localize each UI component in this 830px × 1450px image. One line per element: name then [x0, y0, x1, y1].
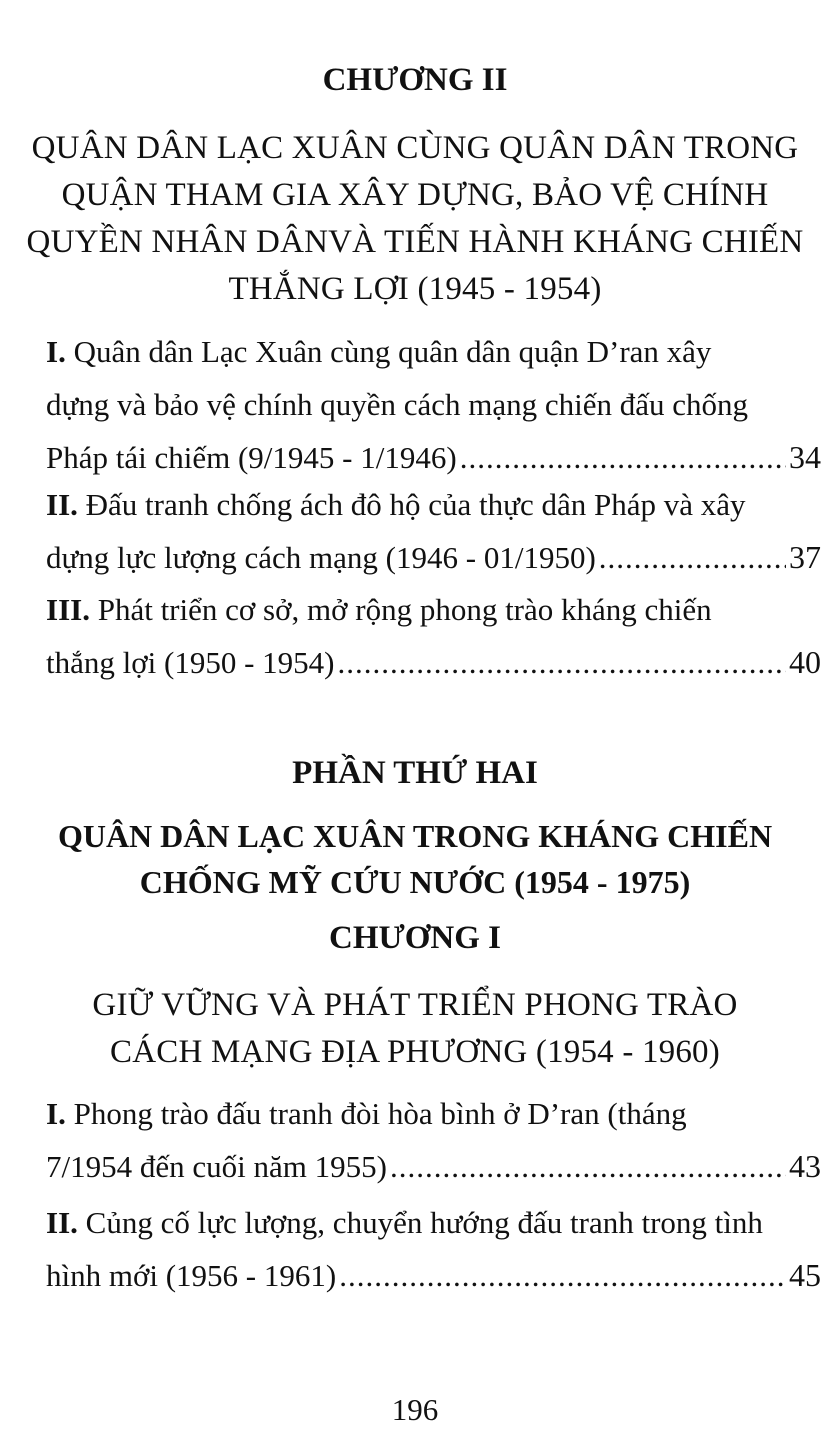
toc-entry-last-line	[46, 531, 821, 584]
toc-entry-number: II.	[46, 1205, 78, 1240]
toc-page-number: 43	[789, 1148, 821, 1184]
toc-entry-number: I.	[46, 1096, 66, 1131]
part-2-title-line: QUÂN DÂN LẠC XUÂN TRONG KHÁNG CHIẾN	[57, 818, 773, 854]
toc-entry-ch2-1[interactable]	[46, 325, 821, 484]
dot-leader	[599, 531, 786, 584]
toc-entry-line	[46, 583, 821, 636]
toc-entry-ch1-2[interactable]	[46, 1196, 821, 1302]
part-2-title-line: CHỐNG MỸ CỨU NƯỚC (1954 - 1975)	[139, 864, 691, 900]
page-number: 196	[391, 1392, 439, 1427]
toc-entry-line	[46, 325, 821, 378]
part-2-heading: PHẦN THỨ HAI	[292, 755, 538, 791]
toc-entry-number: II.	[46, 487, 78, 522]
chapter-2-title-line: QUYỀN NHÂN DÂNVÀ TIẾN HÀNH KHÁNG CHIẾN	[26, 224, 804, 260]
chapter-2-title	[0, 125, 830, 313]
toc-entry-line: 7/1954 đến cuối năm 1955)	[46, 1149, 387, 1184]
toc-entry-line: thắng lợi (1950 - 1954)	[46, 645, 335, 680]
toc-entry-line: Pháp tái chiếm (9/1945 - 1/1946)	[46, 440, 457, 475]
toc-page-number: 34	[789, 439, 821, 475]
dot-leader	[337, 636, 786, 689]
toc-entry-ch2-3[interactable]	[46, 583, 821, 689]
toc-entry-last-line	[46, 1140, 821, 1193]
toc-entry-line	[46, 1196, 821, 1249]
toc-entry-ch2-2[interactable]	[46, 478, 821, 584]
toc-entry-ch1-1[interactable]	[46, 1087, 821, 1193]
toc-page-number: 37	[789, 539, 821, 575]
toc-entry-text: Đấu tranh chống ách đô hộ của thực dân Pháp và xây	[77, 487, 746, 522]
chapter-2-title-line: THẮNG LỢI (1945 - 1954)	[228, 271, 602, 307]
toc-page-number: 40	[789, 644, 821, 680]
chapter-2-title-line: QUÂN DÂN LẠC XUÂN CÙNG QUÂN DÂN TRONG	[31, 130, 799, 166]
dot-leader	[390, 1140, 786, 1193]
chapter-1-title	[0, 982, 830, 1076]
toc-entry-text: Phát triển cơ sở, mở rộng phong trào kháng chiến	[89, 592, 712, 627]
chapter-1-heading: CHƯƠNG I	[328, 920, 502, 956]
toc-entry-last-line	[46, 636, 821, 689]
toc-entry-line: dựng và bảo vệ chính quyền cách mạng chiến đấu chống	[46, 387, 749, 422]
chapter-1-title-line: CÁCH MẠNG ĐỊA PHƯƠNG (1954 - 1960)	[110, 1034, 720, 1070]
chapter-1-title-line: GIỮ VỮNG VÀ PHÁT TRIỂN PHONG TRÀO	[92, 987, 738, 1023]
dot-leader	[460, 431, 786, 484]
dot-leader	[339, 1249, 786, 1302]
toc-entry-number: III.	[46, 592, 90, 627]
toc-entry-text: Củng cố lực lượng, chuyển hướng đấu tranh trong tình	[77, 1205, 763, 1240]
toc-entry-line: dựng lực lượng cách mạng (1946 - 01/1950)	[46, 540, 596, 575]
chapter-2-heading: CHƯƠNG II	[322, 62, 508, 98]
toc-page-number: 45	[789, 1257, 821, 1293]
toc-entry-line	[46, 1087, 821, 1140]
chapter-2-title-line: QUẬN THAM GIA XÂY DỰNG, BẢO VỆ CHÍNH	[61, 177, 769, 213]
toc-entry-number: I.	[46, 334, 66, 369]
toc-entry-line	[46, 478, 821, 531]
part-2-title	[0, 813, 830, 905]
toc-entry-last-line	[46, 1249, 821, 1302]
toc-entry-last-line	[46, 431, 821, 484]
toc-entry-text: Quân dân Lạc Xuân cùng quân dân quận D’ran xây	[65, 334, 712, 369]
toc-entry-text: Phong trào đấu tranh đòi hòa bình ở D’ran (tháng	[65, 1096, 687, 1131]
toc-entry-line: hình mới (1956 - 1961)	[46, 1258, 337, 1293]
